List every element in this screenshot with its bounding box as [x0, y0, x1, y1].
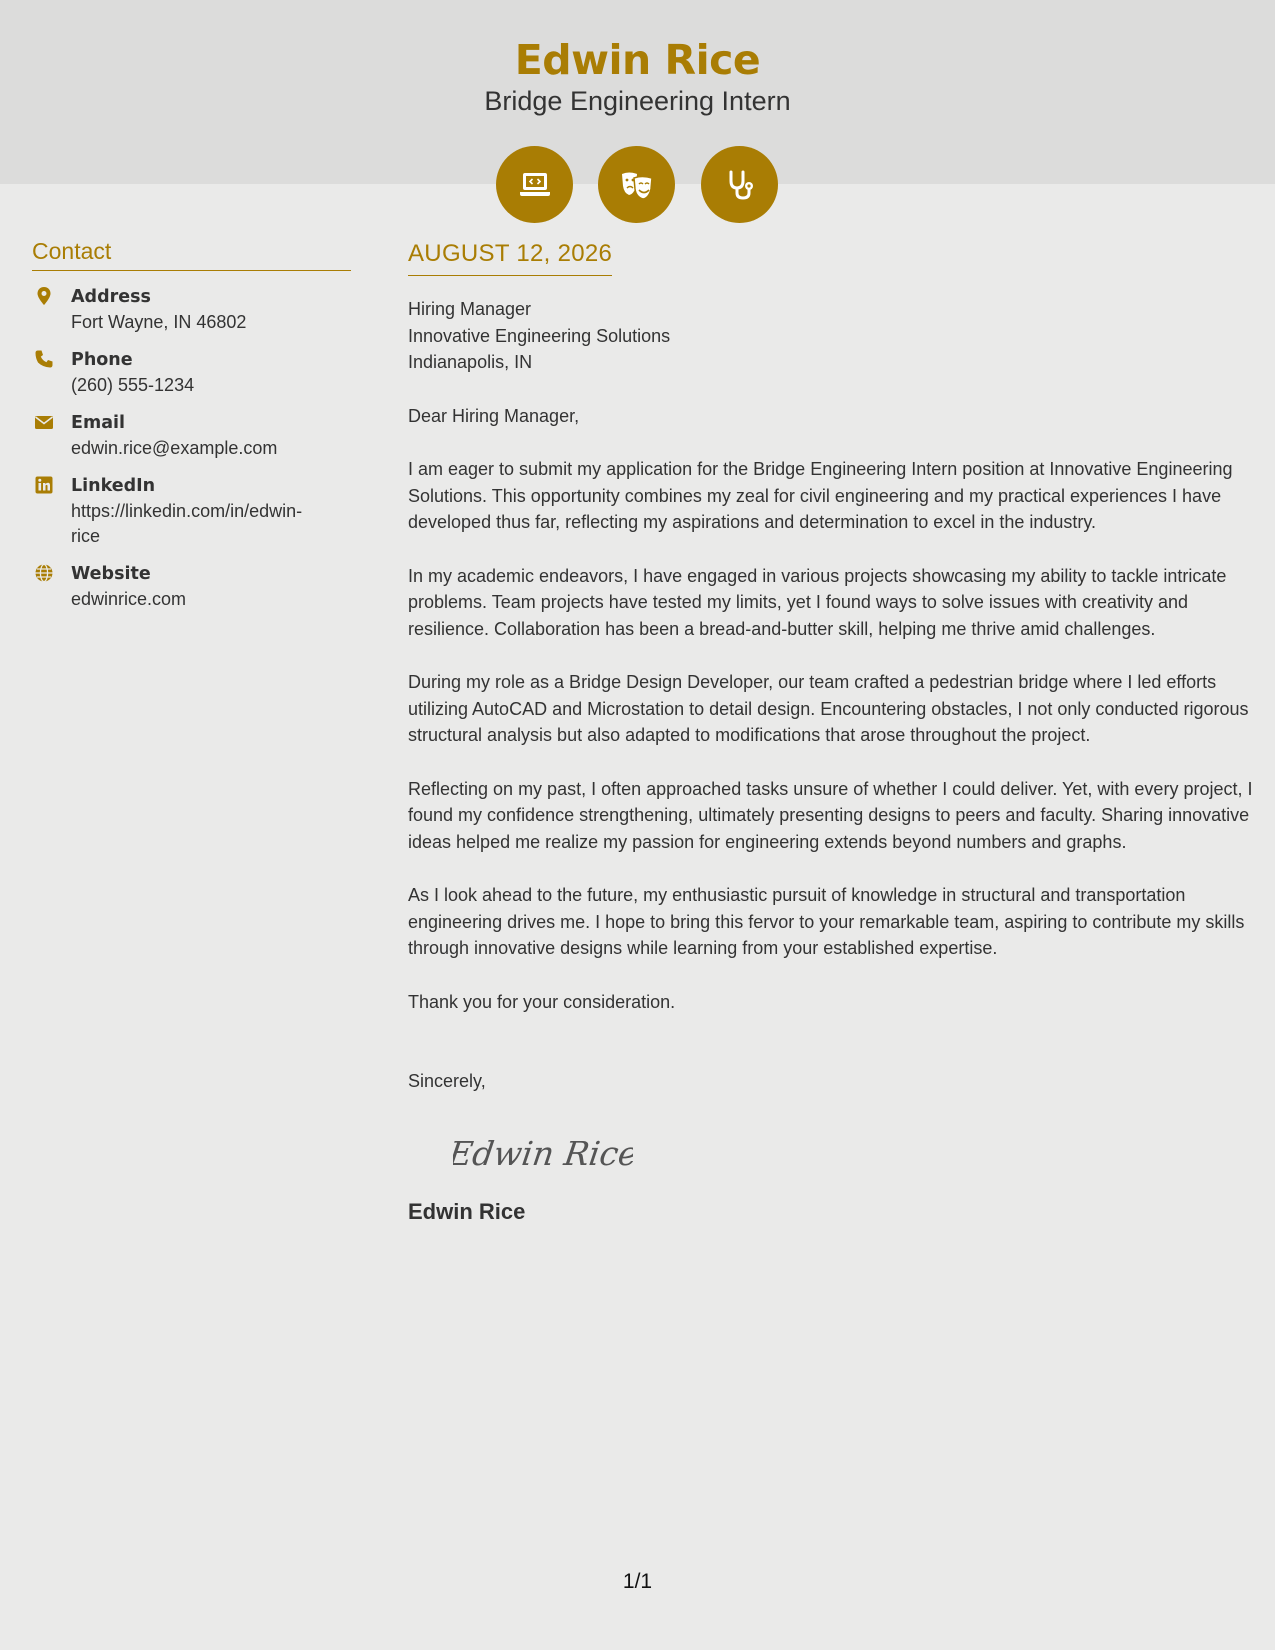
- globe-icon: [34, 563, 54, 583]
- handwritten-signature: [453, 1123, 1253, 1183]
- contact-address: [32, 285, 351, 335]
- theater-masks-icon: [598, 146, 675, 223]
- signer-name: Edwin Rice: [408, 1198, 526, 1224]
- phone-value: (260) 555-1234: [71, 375, 195, 395]
- recipient-line: Innovative Engineering Solutions: [408, 325, 671, 346]
- phone-icon: [34, 349, 54, 369]
- email-value: edwin.rice@example.com: [71, 438, 278, 458]
- recipient-line: Indianapolis, IN: [408, 352, 533, 372]
- letter-date: AUGUST 12, 2026: [408, 240, 612, 276]
- letter-body: [408, 240, 1253, 1225]
- recipient-block: [408, 296, 1253, 376]
- address-value: Fort Wayne, IN 46802: [71, 312, 247, 332]
- linkedin-icon: [34, 475, 54, 495]
- paragraph: I am eager to submit my application for the Bridge Engineering Intern position at Innovative Engineering Solutions. This opportunity combines my zeal for civil engineering and my practical experiences I have developed thus far, reflecting my aspirations and determination to excel in the industry.: [408, 459, 1233, 532]
- address-label: Address: [71, 287, 151, 307]
- website-label: Website: [71, 564, 151, 584]
- paragraph: As I look ahead to the future, my enthusiastic pursuit of knowledge in structural and transportation engineering drives me. I hope to bring this fervor to your remarkable team, aspiring to contribute my skills through innovative designs while learning from your established expertise.: [408, 885, 1245, 958]
- envelope-icon: [34, 412, 54, 432]
- closing: Sincerely,: [408, 1071, 486, 1091]
- recipient-line: Hiring Manager: [408, 299, 532, 319]
- contact-heading: Contact: [32, 238, 351, 271]
- paragraph: Reflecting on my past, I often approached tasks unsure of whether I could deliver. Yet, with every project, I found my confidence strengthening, ultimately presenting designs to peers and faculty. Sharing innovative ideas helped me realize my passion for engineering extends beyond numbers and graphs.: [408, 778, 1253, 852]
- paragraph: Thank you for your consideration.: [408, 991, 676, 1012]
- contact-linkedin: [32, 474, 351, 549]
- map-pin-icon: [34, 286, 54, 306]
- salutation: Dear Hiring Manager,: [408, 405, 580, 426]
- interest-icons: [496, 146, 779, 222]
- job-title: Bridge Engineering Intern: [484, 86, 791, 116]
- page-number: 1/1: [622, 1570, 653, 1593]
- svg-text:Edwin Rice: Edwin Rice: [453, 1133, 633, 1173]
- linkedin-label: LinkedIn: [71, 476, 156, 496]
- paragraph: In my academic endeavors, I have engaged in various projects showcasing my ability to tackle intricate problems. Team projects have tested my limits, yet I found ways to solve issues with creativity and resilience. Collaboration has been a bread-and-butter skill, helping me thrive amid challenges.: [408, 565, 1227, 639]
- contact-sidebar: [32, 238, 351, 612]
- laptop-code-icon: [496, 146, 573, 223]
- website-value[interactable]: edwinrice.com: [71, 589, 187, 609]
- phone-label: Phone: [71, 350, 133, 370]
- contact-phone: [32, 348, 351, 398]
- applicant-name: Edwin Rice: [514, 36, 761, 84]
- email-label: Email: [71, 413, 125, 433]
- linkedin-value[interactable]: https://linkedin.com/in/edwin-rice: [71, 501, 303, 546]
- contact-email: [32, 411, 351, 461]
- contact-website: [32, 562, 351, 612]
- paragraph: During my role as a Bridge Design Developer, our team crafted a pedestrian bridge where I led efforts utilizing AutoCAD and Microstation to detail design. Encountering obstacles, I not only conducted rigorous structural analysis but also adapted to modifications that arose throughout the project.: [408, 672, 1249, 745]
- stethoscope-icon: [701, 146, 778, 223]
